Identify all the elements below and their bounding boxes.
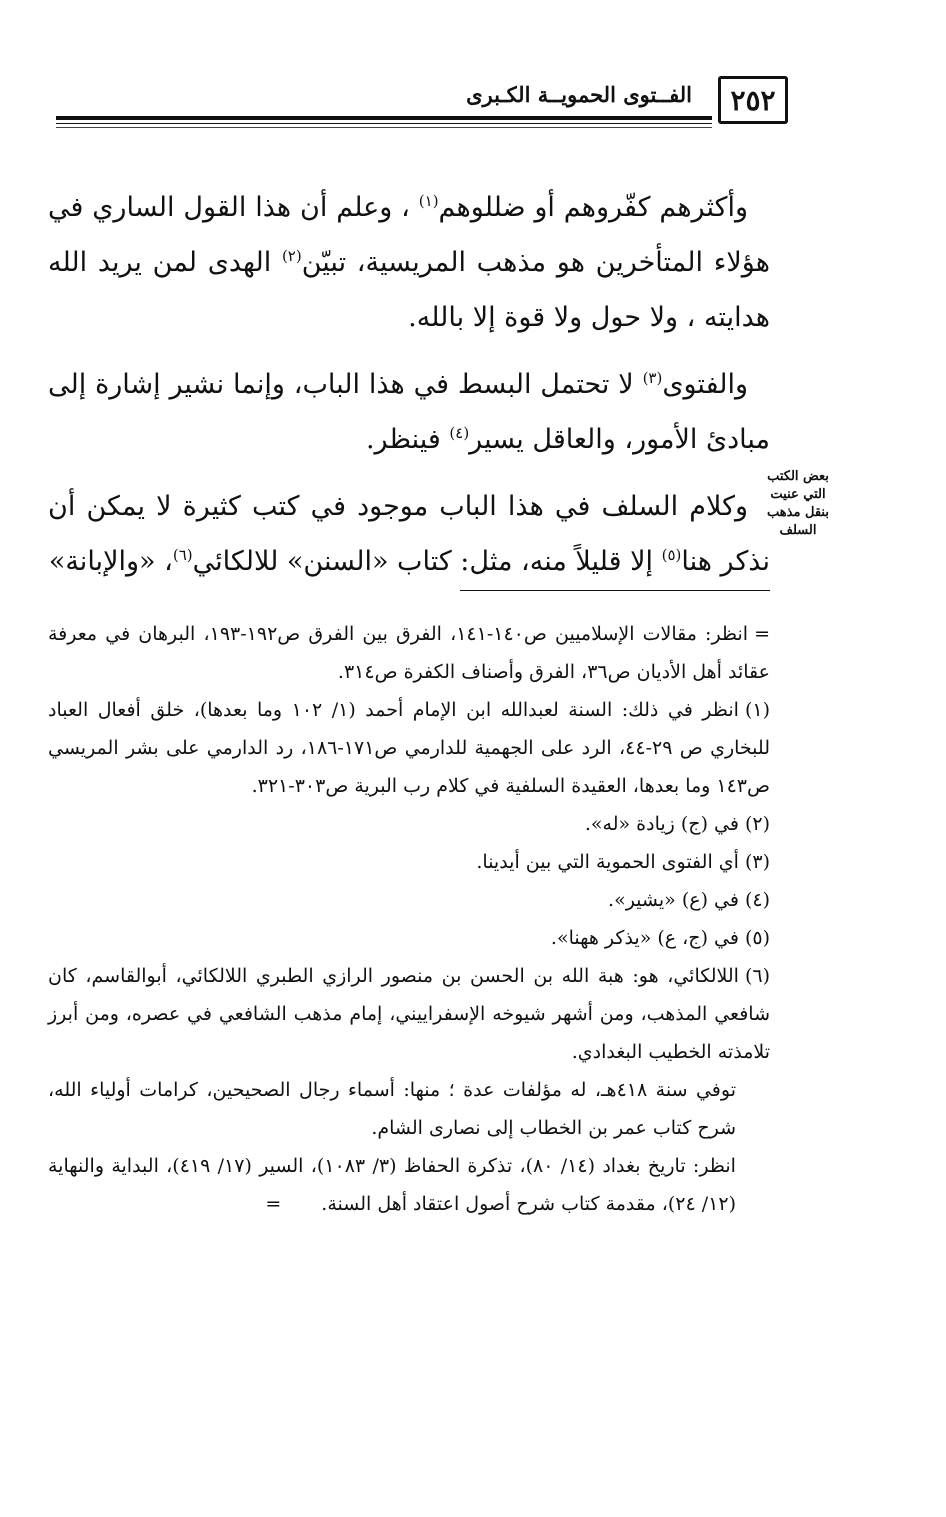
paragraph-2: والفتوى$^{(٣)}$ لا تحتمل البسط في هذا الباب، وإنما نشير إشارة إلى مبادئ الأمور، والعاقل يسير$^{(٤)}$ فينظر. bbox=[48, 369, 770, 455]
footnote-4: (٤)في (ع) «يشير». bbox=[608, 889, 770, 911]
footnote-ref-5[interactable]: (٥) bbox=[661, 546, 682, 564]
footnote-6: (٦)اللالكائي، هو: هبة الله بن الحسن بن منصور الرازي الطبري اللالكائي، أبوالقاسم، كان شافعي المذهب، ومن أشهر شيوخه الإسفراييني، إمام مذهب الشافعي في عصره، ومن أبرز تلامذته الخطيب البغدادي. bbox=[48, 965, 770, 1063]
header-rule-thin-2 bbox=[56, 127, 712, 128]
footnote-3: (٣)أي الفتوى الحموية التي بين أيدينا. bbox=[476, 851, 770, 873]
footnote-continuation: =انظر: مقالات الإسلاميين ص١٤٠-١٤١، الفرق بين الفرق ص١٩٢-١٩٣، البرهان في معرفة عقائد أهل الأديان ص٣٦، الفرق وأصناف الكفرة ص٣١٤. bbox=[48, 623, 771, 683]
footnote-ref-1[interactable]: (١) bbox=[418, 192, 439, 210]
footnote-1: (١)انظر في ذلك: السنة لعبدالله ابن الإمام أحمد (١/ ١٠٢ وما بعدها)، خلق أفعال العباد للبخاري ص ٢٩-٤٤، الرد على الجهمية للدارمي ص١٧١-١٨٦، رد الدارمي على بشر المريسي ص١٤٣ وما بعدها، العقيدة السلفية في كلام رب البرية ص٣٠٣-٣٢١. bbox=[48, 699, 770, 797]
footnote-6-sources: انظر: تاريخ بغداد (١٤/ ٨٠)، تذكرة الحفاظ (٣/ ١٠٨٣)، السير (١٧/ ٤١٩)، البداية والنهاية (١٢/ ٢٤)، مقدمة كتاب شرح أصول اعتقاد أهل السنة.= bbox=[48, 1155, 736, 1215]
footnote-6-death: توفي سنة ٤١٨هـ، له مؤلفات عدة ؛ منها: أسماء رجال الصحيحين، كرامات أولياء الله، شرح كتاب عمر بن الخطاب إلى نصارى الشام. bbox=[48, 1079, 736, 1139]
running-title: الفــتوى الحمويــة الكـبرى bbox=[466, 82, 692, 107]
footnote-ref-2[interactable]: (٢) bbox=[281, 247, 302, 265]
continuation-mark: = bbox=[265, 1193, 282, 1215]
footnote-separator bbox=[460, 590, 770, 591]
footnote-2: (٢)في (ج) زيادة «له». bbox=[584, 813, 770, 835]
header-rule-thick bbox=[56, 116, 712, 120]
page-header bbox=[56, 70, 788, 130]
footnote-5: (٥)في (ج، ع) «يذكر ههنا». bbox=[550, 927, 770, 949]
paragraph-3: وكلام السلف في هذا الباب موجود في كتب كثيرة لا يمكن أن نذكر هنا$^{(٥)}$ إلا قليلاً منه، مثل: كتاب «السنن» للالكائي$^{(٦)}$، «والإبانة» bbox=[48, 491, 770, 577]
footnote-ref-3[interactable]: (٣) bbox=[642, 369, 663, 387]
footnotes bbox=[48, 615, 770, 1223]
margin-note: بعض الكتب التي عنيت بنقل مذهب السلف bbox=[767, 469, 829, 538]
footnote-ref-6[interactable]: (٦) bbox=[172, 546, 193, 564]
main-text bbox=[48, 180, 770, 601]
page-number: ٢٥٢ bbox=[718, 76, 788, 124]
header-rule-thin bbox=[56, 123, 712, 124]
paragraph-1: وأكثرهم كفّروهم أو ضللوهم$^{(١)}$ ، وعلم أن هذا القول الساري في هؤلاء المتأخرين هو مذهب المريسية، تبيّن$^{(٢)}$ الهدى لمن يريد الله هدايته ، ولا حول ولا قوة إلا بالله. bbox=[48, 192, 770, 333]
footnote-ref-4[interactable]: (٤) bbox=[449, 424, 470, 442]
